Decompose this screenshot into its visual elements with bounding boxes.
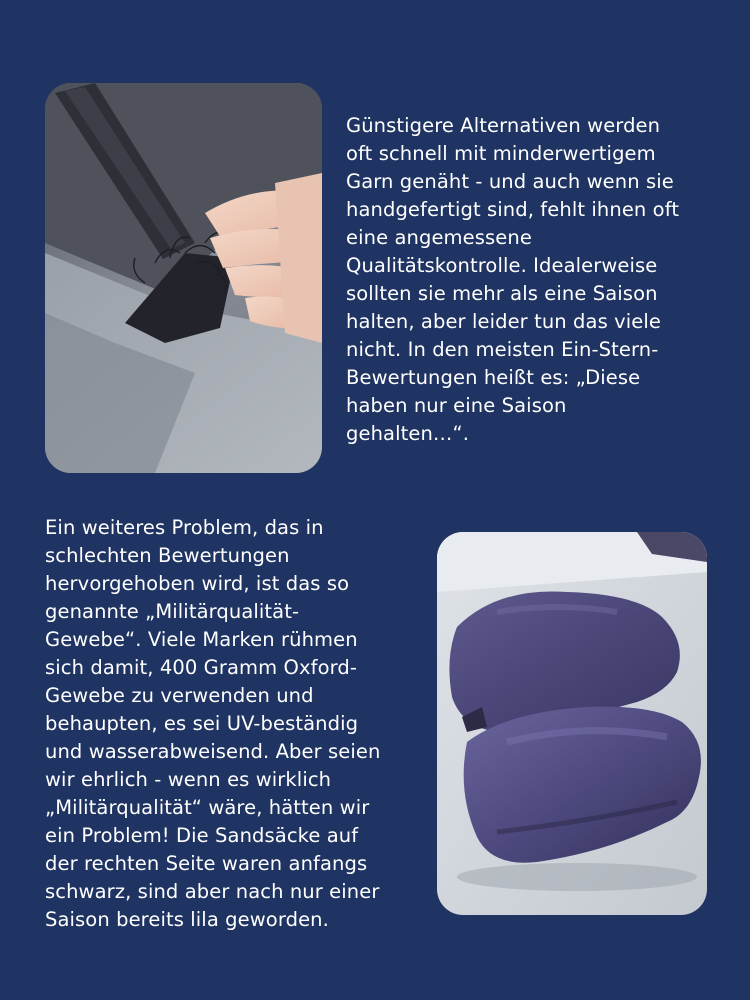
text-line: Garn genäht - und auch wenn sie xyxy=(346,170,674,193)
text-line: Bewertungen heißt es: „Diese xyxy=(346,366,641,389)
text-line: und wasserabweisend. Aber seien xyxy=(45,740,381,763)
text-line: haben nur eine Saison xyxy=(346,394,567,417)
text-line: oft schnell mit minderwertigem xyxy=(346,142,656,165)
text-line: Qualitätskontrolle. Idealerweise xyxy=(346,254,658,277)
sandbags-illustration xyxy=(437,532,707,915)
text-line: „Militärqualität“ wäre, hätten wir xyxy=(45,796,370,819)
faded-sandbags-photo xyxy=(437,532,707,915)
frayed-fabric-photo xyxy=(45,83,322,473)
text-line: Ein weiteres Problem, das in xyxy=(45,516,324,539)
text-line: Gewebe zu verwenden und xyxy=(45,684,314,707)
text-line: eine angemessene xyxy=(346,226,532,249)
text-line: der rechten Seite waren anfangs xyxy=(45,852,368,875)
text-line: genannte „Militärqualität- xyxy=(45,600,300,623)
text-line: gehalten…“. xyxy=(346,422,470,445)
text-line: Saison bereits lila geworden. xyxy=(45,908,329,931)
text-line: nicht. In den meisten Ein-Stern- xyxy=(346,338,659,361)
text-line: ein Problem! Die Sandsäcke auf xyxy=(45,824,359,847)
text-line: handgefertigt sind, fehlt ihnen oft xyxy=(346,198,680,221)
text-line: hervorgehoben wird, ist das so xyxy=(45,572,350,595)
top-paragraph xyxy=(346,112,726,448)
text-line: halten, aber leider tun das viele xyxy=(346,310,662,333)
bottom-paragraph xyxy=(45,514,425,934)
frayed-fabric-illustration xyxy=(45,83,322,473)
text-line: wir ehrlich - wenn es wirklich xyxy=(45,768,332,791)
text-line: behaupten, es sei UV-beständig xyxy=(45,712,359,735)
text-line: Günstigere Alternativen werden xyxy=(346,114,661,137)
text-line: schlechten Bewertungen xyxy=(45,544,290,567)
text-line: Gewebe“. Viele Marken rühmen xyxy=(45,628,358,651)
text-line: sollten sie mehr als eine Saison xyxy=(346,282,658,305)
text-line: sich damit, 400 Gramm Oxford- xyxy=(45,656,357,679)
text-line: schwarz, sind aber nach nur einer xyxy=(45,880,380,903)
